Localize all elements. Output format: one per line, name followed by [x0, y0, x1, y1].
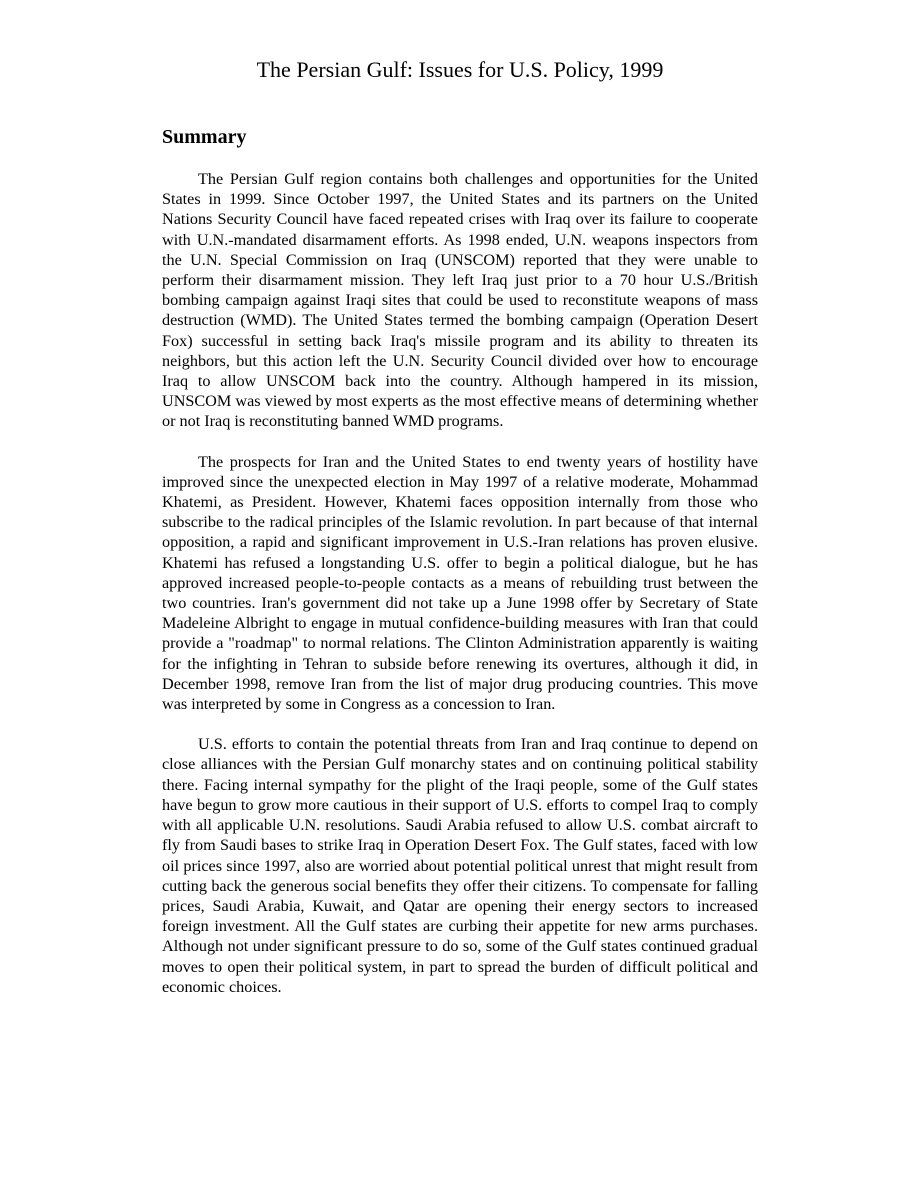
document-title: The Persian Gulf: Issues for U.S. Policy, 1999: [256, 57, 664, 82]
summary-body: [162, 169, 758, 1017]
summary-paragraph-iran: The prospects for Iran and the United States to end twenty years of hostility have improved since the unexpected election in May 1997 of a relative moderate, Mohammad Khatemi, as President. However, Khatemi faces opposition internally from those who subscribe to the radical principles of the Islamic revolution. In part because of that internal opposition, a rapid and significant improvement in U.S.-Iran relations has proven elusive. Khatemi has refused a longstanding U.S. offer to begin a political dialogue, but he has approved increased people-to-people contacts as a means of rebuilding trust between the two countries. Iran's government did not take up a June 1998 offer by Secretary of State Madeleine Albright to engage in mutual confidence-building measures with Iran that could provide a "roadmap" to normal relations. The Clinton Administration apparently is waiting for the infighting in Tehran to subside before renewing its overtures, although it did, in December 1998, remove Iran from the list of major drug producing countries. This move was interpreted by some in Congress as a concession to Iran.: [162, 452, 758, 714]
summary-paragraph-iraq: The Persian Gulf region contains both challenges and opportunities for the United States in 1999. Since October 1997, the United States and its partners on the United Nations Security Council have faced repeated crises with Iraq over its failure to cooperate with U.N.-mandated disarmament efforts. As 1998 ended, U.N. weapons inspectors from the U.N. Special Commission on Iraq (UNSCOM) reported that they were unable to perform their disarmament mission. They left Iraq just prior to a 70 hour U.S./British bombing campaign against Iraqi sites that could be used to reconstitute weapons of mass destruction (WMD). The United States termed the bombing campaign (Operation Desert Fox) successful in setting back Iraq's missile program and its ability to threaten its neighbors, but this action left the U.N. Security Council divided over how to encourage Iraq to allow UNSCOM back into the country. Although hampered in its mission, UNSCOM was viewed by most experts as the most effective means of determining whether or not Iraq is reconstituting banned WMD programs.: [162, 170, 758, 431]
summary-heading: Summary: [162, 126, 247, 148]
summary-paragraph-gulf-states: U.S. efforts to contain the potential threats from Iran and Iraq continue to depend on close alliances with the Persian Gulf monarchy states and on continuing political stability there. Facing internal sympathy for the plight of the Iraqi people, some of the Gulf states have begun to grow more cautious in their support of U.S. efforts to compel Iraq to comply with all applicable U.N. resolutions. Saudi Arabia refused to allow U.S. combat aircraft to fly from Saudi bases to strike Iraq in Operation Desert Fox. The Gulf states, faced with low oil prices since 1997, also are worried about potential political unrest that might result from cutting back the generous social benefits they offer their citizens. To compensate for falling prices, Saudi Arabia, Kuwait, and Qatar are opening their energy sectors to increased foreign investment. All the Gulf states are curbing their appetite for new arms purchases. Although not under significant pressure to do so, some of the Gulf states continued gradual moves to open their political system, in part to spread the burden of difficult political and economic choices.: [162, 735, 758, 996]
